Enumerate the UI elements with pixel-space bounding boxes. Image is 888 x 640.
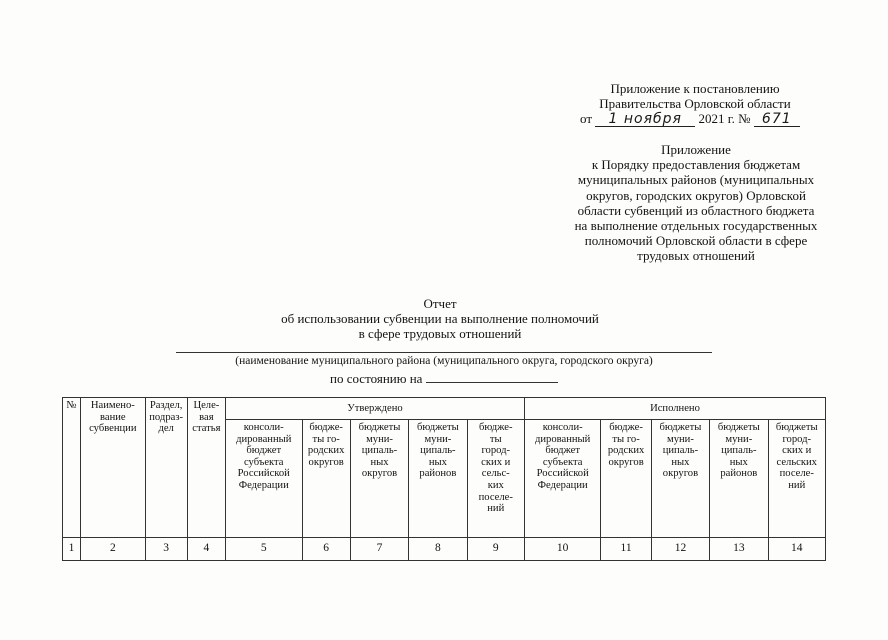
column-number: 11 — [601, 538, 651, 561]
header-approved: Утверждено — [226, 398, 525, 420]
report-date-line — [330, 370, 558, 386]
header-target-article: Целе- вая статья — [187, 398, 225, 538]
subvention-report-table — [62, 397, 826, 561]
executed-settlements: бюджеты город- ских и сельских поселе- ний — [768, 420, 826, 538]
order-appendix-line: округов, городских округов) Орловской — [586, 187, 806, 203]
report-date-blank — [426, 370, 558, 383]
approved-consolidated-budget: консоли- дированный бюджет субъекта Российской Федерации — [226, 420, 302, 538]
approved-settlements: бюдже- ты город- ских и сельс- ких поселе- ний — [467, 420, 524, 538]
decree-appendix-line2: Правительства Орловской области — [599, 96, 791, 111]
column-number: 10 — [524, 538, 600, 561]
approved-municipal-districts: бюджеты муни- ципаль- ных округов — [350, 420, 408, 538]
column-number: 9 — [467, 538, 524, 561]
order-appendix-line: на выполнение отдельных государственных — [574, 218, 818, 234]
number-signature: 671 — [754, 113, 800, 127]
order-appendix-line: муниципальных районов (муниципальных — [577, 172, 815, 188]
report-subtitle-line1: об использовании субвенции на выполнение полномочий — [281, 311, 599, 326]
approved-municipal-regions: бюджеты муни- ципаль- ных районов — [409, 420, 467, 538]
decree-appendix-line1: Приложение к постановлению — [610, 81, 780, 96]
from-prefix: от — [580, 111, 593, 126]
report-title: Отчет — [423, 296, 457, 311]
column-number: 12 — [651, 538, 709, 561]
header-section: Раздел, подраз- дел — [145, 398, 187, 538]
header-subvention-name: Наимено- вание субвенции — [81, 398, 145, 538]
header-num: № — [63, 398, 81, 538]
column-number: 13 — [710, 538, 768, 561]
column-number: 1 — [63, 538, 81, 561]
table-row — [63, 538, 826, 561]
order-appendix-line: к Порядку предоставления бюджетам — [591, 157, 801, 173]
order-appendix-line: полномочий Орловской области в сфере — [584, 233, 808, 249]
column-number: 7 — [350, 538, 408, 561]
executed-municipal-districts: бюджеты муни- ципаль- ных округов — [651, 420, 709, 538]
report-heading — [240, 296, 640, 341]
column-number: 5 — [226, 538, 302, 561]
header-executed: Исполнено — [524, 398, 825, 420]
order-appendix-block — [546, 142, 846, 264]
executed-consolidated-budget: консоли- дированный бюджет субъекта Российской Федерации — [524, 420, 600, 538]
column-number: 2 — [81, 538, 145, 561]
table-header-row — [63, 398, 826, 420]
municipality-name-caption: (наименование муниципального района (муниципального округа, городского округа) — [235, 355, 653, 367]
column-number: 4 — [187, 538, 225, 561]
column-number: 14 — [768, 538, 826, 561]
approved-city-districts: бюдже- ты го- родских округов — [302, 420, 350, 538]
order-appendix-line: трудовых отношений — [637, 248, 755, 264]
column-number: 6 — [302, 538, 350, 561]
order-appendix-line: Приложение — [661, 142, 731, 157]
executed-municipal-regions: бюджеты муни- ципаль- ных районов — [710, 420, 768, 538]
report-date-label: по состоянию на — [330, 371, 423, 386]
decree-appendix-block — [560, 81, 830, 127]
report-subtitle-line2: в сфере трудовых отношений — [358, 326, 522, 341]
municipality-name-line — [176, 352, 712, 353]
order-appendix-line: области субвенций из областного бюджета — [577, 202, 815, 218]
column-number: 3 — [145, 538, 187, 561]
date-signature: 1 ноября — [595, 113, 695, 127]
executed-city-districts: бюдже- ты го- родских округов — [601, 420, 651, 538]
column-number: 8 — [409, 538, 467, 561]
year-number-label: 2021 г. № — [698, 111, 751, 126]
decree-date-line — [560, 111, 830, 127]
